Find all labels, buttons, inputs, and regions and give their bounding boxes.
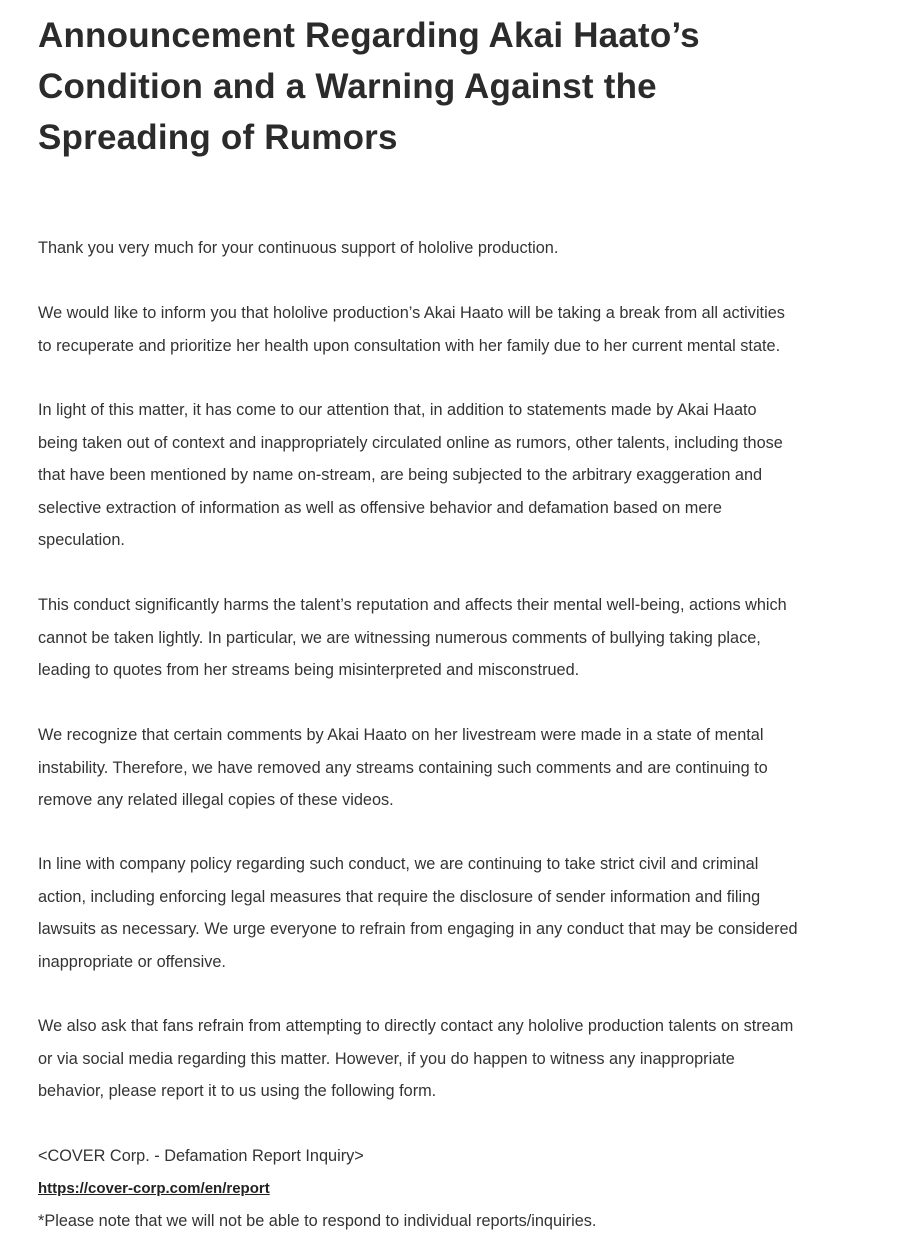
paragraph-removed-streams [38,719,768,817]
text-line: remove any related illegal copies of these videos. [38,791,394,809]
title-line: Spreading of Rumors [38,118,398,157]
text-line: This conduct significantly harms the talent’s reputation and affects their mental well-being, actions which [38,596,787,614]
title-line: Announcement Regarding Akai Haato’s [38,16,700,55]
paragraph-legal-action [38,848,798,978]
paragraph-thanks [38,232,558,265]
text-line: inappropriate or offensive. [38,952,226,971]
report-link[interactable]: https://cover-corp.com/en/report [38,1179,270,1197]
text-line: behavior, please report it to us using the following form. [38,1082,437,1100]
text-line: We also ask that fans refrain from attempting to directly contact any hololive production talents on stream [38,1017,794,1035]
text-line: lawsuits as necessary. We urge everyone to refrain from engaging in any conduct that may be considered [38,920,798,938]
text-line: speculation. [38,531,125,549]
text-line: cannot be taken lightly. In particular, we are witnessing numerous comments of bullying taking place, [38,628,761,647]
title-line: Condition and a Warning Against the [38,67,657,106]
text-line: In light of this matter, it has come to our attention that, in addition to statements made by Akai Haato [38,401,757,419]
paragraph-break-announcement [38,297,785,362]
page-title [38,10,700,163]
report-note: *Please note that we will not be able to respond to individual reports/inquiries. [38,1212,597,1230]
paragraph-contact-request [38,1010,793,1108]
text-line: We recognize that certain comments by Akai Haato on her livestream were made in a state of mental [38,726,764,744]
text-line: selective extraction of information as well as offensive behavior and defamation based on mere [38,498,722,517]
report-label: <COVER Corp. - Defamation Report Inquiry> [38,1147,364,1165]
text-line: leading to quotes from her streams being misinterpreted and misconstrued. [38,661,580,679]
text-line: action, including enforcing legal measures that require the disclosure of sender information and filing [38,887,761,906]
text-line: or via social media regarding this matter. However, if you do happen to witness any inappropriate [38,1049,735,1068]
text-line: We would like to inform you that hololive production’s Akai Haato will be taking a break from all activities [38,304,785,322]
text-line: that have been mentioned by name on-stream, are being subjected to the arbitrary exaggeration and [38,466,763,484]
text-line: In line with company policy regarding such conduct, we are continuing to take strict civil and criminal [38,855,759,873]
paragraph-conduct-harm [38,589,787,687]
text-line: instability. Therefore, we have removed any streams containing such comments and are continuing to [38,758,768,777]
paragraph-rumors [38,394,783,557]
text-line: to recuperate and prioritize her health upon consultation with her family due to her current mental state. [38,336,781,355]
text-line: Thank you very much for your continuous support of hololive production. [38,239,559,257]
report-section [38,1140,596,1238]
text-line: being taken out of context and inappropriately circulated online as rumors, other talents, including those [38,433,783,452]
